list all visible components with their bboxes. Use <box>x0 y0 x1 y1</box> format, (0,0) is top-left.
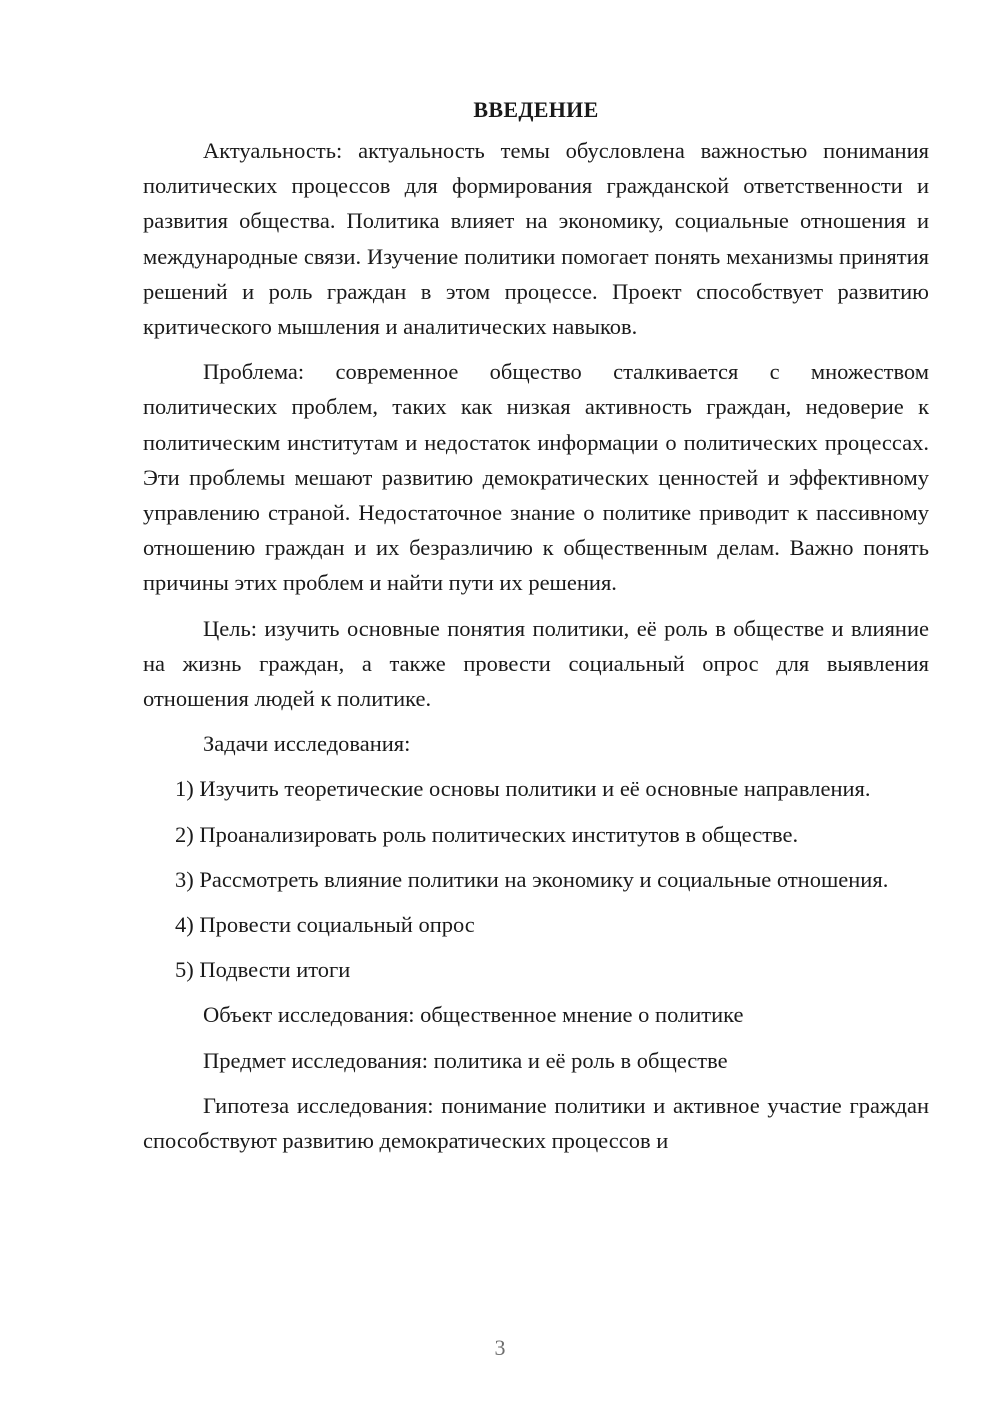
task-item-5: 5) Подвести итоги <box>175 957 351 983</box>
page-content <box>143 92 929 1168</box>
tasks-title: Задачи исследования: <box>203 731 411 757</box>
goal-paragraph: Цель: изучить основные понятия политики, её роль в обществе и влияние на жизнь граждан, а также провести социальный опрос для выявления отношения людей к политике. <box>143 615 929 712</box>
section-heading: ВВЕДЕНИЕ <box>473 97 599 122</box>
hypothesis-paragraph: Гипотеза исследования: понимание политики и активное участие граждан способствуют развитию демократических процессов и <box>143 1092 929 1154</box>
page-number: 3 <box>494 1335 506 1360</box>
task-item-2: 2) Проанализировать роль политических институтов в обществе. <box>175 821 799 847</box>
task-item-3: 3) Рассмотреть влияние политики на экономику и социальные отношения. <box>175 866 889 892</box>
research-subject: Предмет исследования: политика и её роль в обществе <box>203 1047 728 1073</box>
relevance-paragraph: Актуальность: актуальность темы обусловлена важностью понимания политических процессов для формирования гражданской ответственности и развития общества. Политика влияет на экономику, социальные отношения и международные связи. Изучение политики помогает понять механизмы принятия решений и роль граждан в этом процессе. Проект способствует развитию критического мышления и аналитических навыков. <box>143 138 929 340</box>
problem-paragraph: Проблема: современное общество сталкивается с множеством политических проблем, таких как низкая активность граждан, недоверие к политическим институтам и недостаток информации о политических процессах. Эти проблемы мешают развитию демократических ценностей и эффективному управлению страной. Недостаточное знание о политике приводит к пассивному отношению граждан и их безразличию к общественным делам. Важно понять причины этих проблем и найти пути их решения. <box>143 359 929 596</box>
research-object: Объект исследования: общественное мнение о политике <box>203 1002 744 1028</box>
task-item-4: 4) Провести социальный опрос <box>175 912 475 938</box>
task-item-1: 1) Изучить теоретические основы политики и её основные направления. <box>175 776 871 802</box>
